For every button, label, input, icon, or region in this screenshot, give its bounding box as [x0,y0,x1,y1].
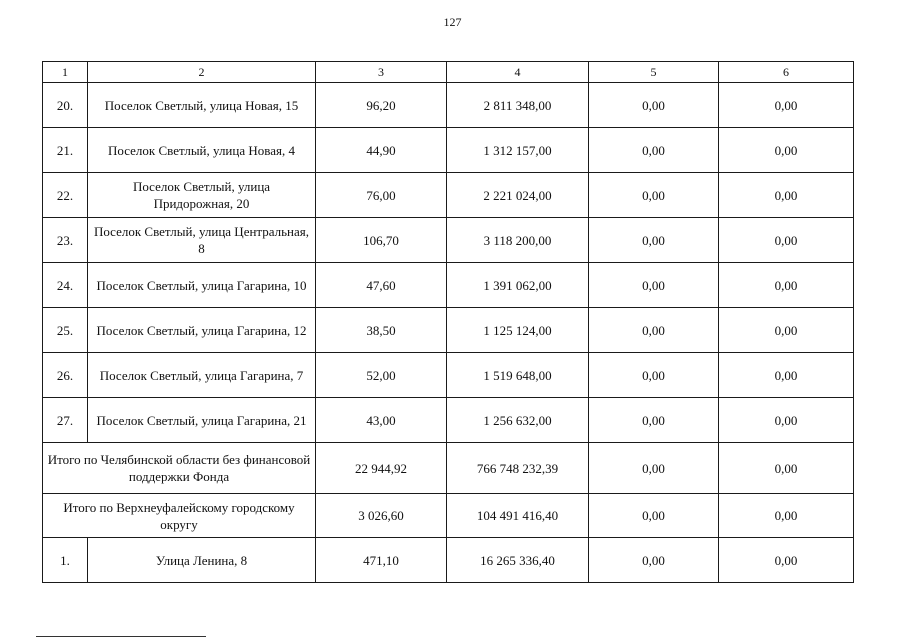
value-cell: 0,00 [589,83,719,128]
row-number: 22. [43,173,88,218]
cost-cell: 1 519 648,00 [447,353,589,398]
address-cell: Поселок Светлый, улица Новая, 15 [88,83,316,128]
address-cell: Поселок Светлый, улица Новая, 4 [88,128,316,173]
table-row [43,128,854,173]
value-cell: 0,00 [589,443,719,494]
value-cell: 0,00 [719,538,854,583]
column-number-row [43,62,854,83]
total-row-region [43,443,854,494]
cost-cell: 2 221 024,00 [447,173,589,218]
address-cell: Улица Ленина, 8 [88,538,316,583]
address-cell: Поселок Светлый, улица Гагарина, 7 [88,353,316,398]
page-number: 127 [443,15,462,29]
area-cell: 44,90 [316,128,447,173]
address-cell: Поселок Светлый, улица Гагарина, 10 [88,263,316,308]
address-cell: Поселок Светлый, улица Центральная, 8 [88,218,316,263]
value-cell: 0,00 [719,443,854,494]
row-number: 24. [43,263,88,308]
column-header: 2 [88,62,316,83]
column-header: 3 [316,62,447,83]
value-cell: 0,00 [589,353,719,398]
row-number: 25. [43,308,88,353]
total-row-district [43,494,854,538]
value-cell: 0,00 [719,398,854,443]
row-number: 23. [43,218,88,263]
cost-cell: 3 118 200,00 [447,218,589,263]
address-cell: Поселок Светлый, улица Гагарина, 12 [88,308,316,353]
table-row [43,263,854,308]
cost-cell: 2 811 348,00 [447,83,589,128]
area-cell: 52,00 [316,353,447,398]
value-cell: 0,00 [589,173,719,218]
value-cell: 0,00 [589,398,719,443]
area-cell: 106,70 [316,218,447,263]
table-row [43,538,854,583]
table-row [43,398,854,443]
value-cell: 0,00 [719,218,854,263]
cost-cell: 1 312 157,00 [447,128,589,173]
cost-cell: 1 391 062,00 [447,263,589,308]
area-cell: 3 026,60 [316,494,447,538]
row-number: 21. [43,128,88,173]
table-row [43,308,854,353]
area-cell: 471,10 [316,538,447,583]
value-cell: 0,00 [719,308,854,353]
value-cell: 0,00 [719,353,854,398]
value-cell: 0,00 [589,128,719,173]
table-row [43,83,854,128]
value-cell: 0,00 [719,263,854,308]
value-cell: 0,00 [589,308,719,353]
value-cell: 0,00 [589,263,719,308]
area-cell: 96,20 [316,83,447,128]
column-header: 5 [589,62,719,83]
table-row [43,173,854,218]
value-cell: 0,00 [719,173,854,218]
footnote-divider [36,636,206,637]
area-cell: 76,00 [316,173,447,218]
area-cell: 47,60 [316,263,447,308]
value-cell: 0,00 [719,83,854,128]
area-cell: 43,00 [316,398,447,443]
value-cell: 0,00 [589,218,719,263]
address-cell: Поселок Светлый, улица Гагарина, 21 [88,398,316,443]
area-cell: 38,50 [316,308,447,353]
cost-cell: 766 748 232,39 [447,443,589,494]
row-number: 1. [43,538,88,583]
column-header: 1 [43,62,88,83]
row-number: 27. [43,398,88,443]
cost-cell: 104 491 416,40 [447,494,589,538]
address-cell: Поселок Светлый, улица Придорожная, 20 [88,173,316,218]
value-cell: 0,00 [589,494,719,538]
table-row [43,218,854,263]
table-row [43,353,854,398]
total-label: Итого по Верхнеуфалейскому городскому округу [43,494,316,538]
cost-cell: 1 256 632,00 [447,398,589,443]
total-label: Итого по Челябинской области без финансовой поддержки Фонда [43,443,316,494]
column-header: 4 [447,62,589,83]
housing-table [42,61,854,583]
cost-cell: 1 125 124,00 [447,308,589,353]
row-number: 20. [43,83,88,128]
value-cell: 0,00 [589,538,719,583]
column-header: 6 [719,62,854,83]
area-cell: 22 944,92 [316,443,447,494]
row-number: 26. [43,353,88,398]
cost-cell: 16 265 336,40 [447,538,589,583]
value-cell: 0,00 [719,494,854,538]
value-cell: 0,00 [719,128,854,173]
